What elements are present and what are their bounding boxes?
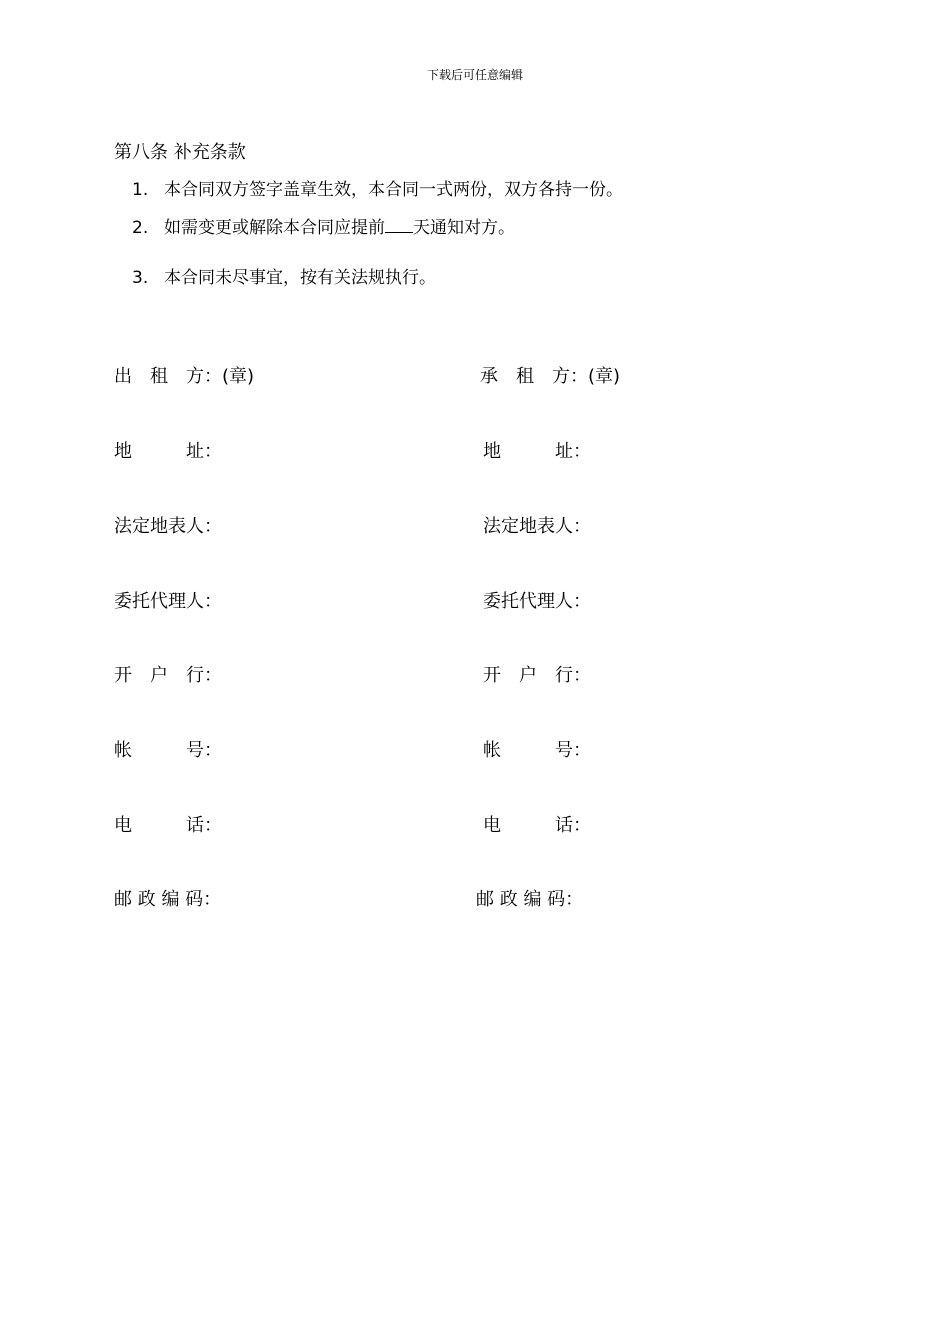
clause-number: 1.: [132, 180, 149, 200]
lessee-agent-label: 委托代理人：: [483, 591, 591, 612]
lessor-label: 出 租 方：(章): [114, 366, 255, 387]
section-title: 第八条 补充条款: [114, 142, 246, 163]
lessee-account-label: 帐 号：: [483, 740, 591, 761]
clause-number: 2.: [132, 218, 149, 238]
lessor-postcode-label: 邮 政 编 码：: [114, 889, 222, 910]
clause-2: [132, 213, 515, 238]
page-header-note: 下载后可任意编辑: [426, 68, 523, 82]
lessor-agent-label: 委托代理人：: [114, 591, 222, 612]
lessee-legal-rep-label: 法定地表人：: [483, 516, 591, 537]
clause-3: [132, 263, 436, 288]
lessee-phone-label: 电 话：: [483, 815, 591, 836]
clause-text: 本合同未尽事宜，按有关法规执行。: [164, 268, 436, 288]
lessor-phone-label: 电 话：: [114, 815, 222, 836]
lessor-legal-rep-label: 法定地表人：: [114, 516, 222, 537]
lessee-address-label: 地 址：: [483, 441, 591, 462]
clause-text-after: 天通知对方。: [413, 218, 515, 238]
lessor-bank-label: 开 户 行：: [114, 665, 222, 686]
days-blank: [385, 218, 413, 233]
clause-text-before: 如需变更或解除本合同应提前: [164, 218, 385, 238]
lessor-address-label: 地 址：: [114, 441, 222, 462]
clause-number: 3.: [132, 268, 149, 288]
lessee-bank-label: 开 户 行：: [483, 665, 591, 686]
lessor-account-label: 帐 号：: [114, 740, 222, 761]
lessee-postcode-label: 邮 政 编 码：: [476, 889, 584, 910]
clause-text: 本合同双方签字盖章生效，本合同一式两份，双方各持一份。: [164, 180, 623, 200]
clause-1: [132, 175, 623, 200]
lessee-label: 承 租 方：(章): [480, 366, 621, 387]
